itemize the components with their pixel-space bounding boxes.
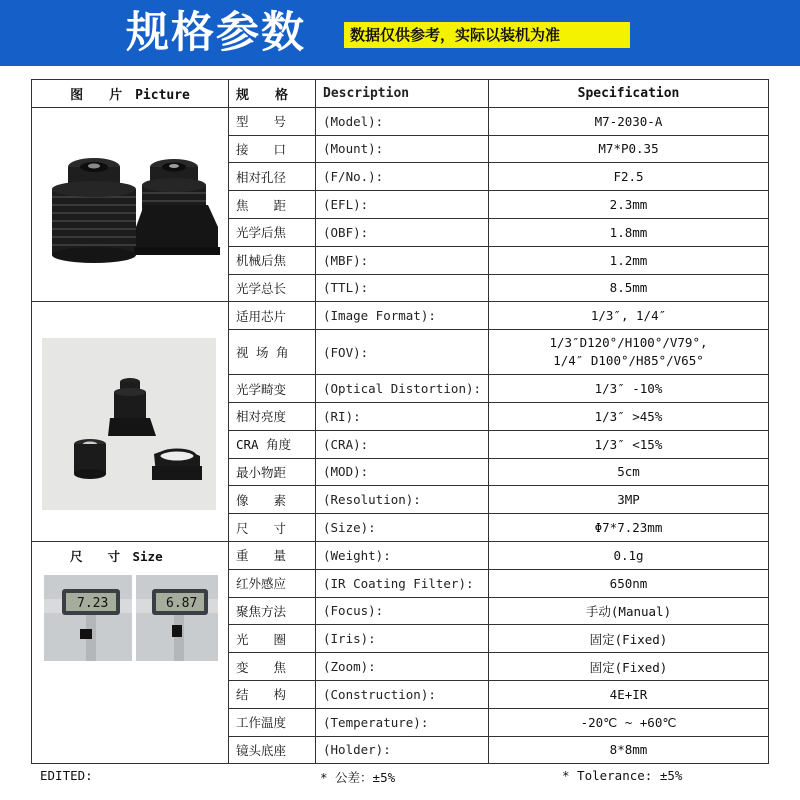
spec-value: 固定(Fixed): [489, 653, 769, 681]
spec-name: 最小物距: [229, 458, 316, 486]
spec-value: 1/3″ <15%: [489, 430, 769, 458]
spec-desc: (FOV):: [316, 330, 489, 375]
spec-name: 适用芯片: [229, 302, 316, 330]
spec-name: 接 口: [229, 135, 316, 163]
tolerance-cn: * 公差：±5%: [320, 770, 396, 785]
lens-product-image: [32, 109, 228, 301]
spec-name: 结 构: [229, 680, 316, 708]
spec-value: 0.1g: [489, 541, 769, 569]
spec-value: 手动(Manual): [489, 597, 769, 625]
spec-value: 5cm: [489, 458, 769, 486]
spec-desc: (Weight):: [316, 541, 489, 569]
spec-desc: (MOD):: [316, 458, 489, 486]
spec-value: F2.5: [489, 163, 769, 191]
spec-name: 机械后焦: [229, 246, 316, 274]
spec-desc: (F/No.):: [316, 163, 489, 191]
edited-label: EDITED:: [40, 768, 93, 783]
caliper-reading-right: 6.87: [166, 596, 198, 612]
lens-set-image: [32, 304, 228, 540]
spec-value-line2: 1/4″ D100°/H85°/V65°: [553, 353, 704, 369]
spec-value: 1/3″D120°/H100°/V79°,: [549, 335, 708, 351]
spec-desc: (Resolution):: [316, 486, 489, 514]
spec-name: 尺 寸: [229, 514, 316, 542]
spec-desc: (IR Coating Filter):: [316, 569, 489, 597]
spec-value-multiline: [489, 330, 769, 375]
spec-name: 焦 距: [229, 191, 316, 219]
header-specification: Specification: [489, 80, 769, 108]
spec-desc: (Temperature):: [316, 708, 489, 736]
spec-desc: (Mount):: [316, 135, 489, 163]
header-picture: 图 片 Picture: [32, 80, 229, 108]
spec-desc: (CRA):: [316, 430, 489, 458]
table-row: [32, 569, 769, 597]
spec-name: 视 场 角: [229, 330, 316, 375]
spec-desc: (Zoom):: [316, 653, 489, 681]
spec-desc: (Image Format):: [316, 302, 489, 330]
spec-value: -20℃ ~ +60℃: [489, 708, 769, 736]
spec-desc: (Size):: [316, 514, 489, 542]
spec-value: M7-2030-A: [489, 107, 769, 135]
spec-value: 1.2mm: [489, 246, 769, 274]
table-row: [32, 107, 769, 135]
spec-name: 镜头底座: [229, 736, 316, 764]
spec-table: [31, 79, 769, 764]
spec-name: CRA 角度: [229, 430, 316, 458]
size-label: 尺 寸 Size: [32, 541, 229, 569]
spec-value: Φ7*7.23mm: [489, 514, 769, 542]
table-header-row: [32, 80, 769, 108]
disclaimer-note: 数据仅供参考，实际以装机为准: [344, 22, 630, 48]
spec-name: 重 量: [229, 541, 316, 569]
spec-value: 3MP: [489, 486, 769, 514]
spec-value: 1/3″, 1/4″: [489, 302, 769, 330]
spec-name: 光 圈: [229, 625, 316, 653]
lens-holder-image: [134, 159, 220, 255]
caliper-left-image: [44, 575, 132, 661]
spec-name: 光学总长: [229, 274, 316, 302]
spec-name: 相对孔径: [229, 163, 316, 191]
spec-desc: (MBF):: [316, 246, 489, 274]
spec-desc: (Model):: [316, 107, 489, 135]
spec-name: 相对亮度: [229, 402, 316, 430]
spec-value: 1/3″ >45%: [489, 402, 769, 430]
spec-desc: (OBF):: [316, 218, 489, 246]
spec-value: 2.3mm: [489, 191, 769, 219]
spec-name: 聚焦方法: [229, 597, 316, 625]
loose-lens-image: [74, 439, 106, 479]
spec-desc: (RI):: [316, 402, 489, 430]
spec-value: 1/3″ -10%: [489, 375, 769, 403]
spec-desc: (Construction):: [316, 680, 489, 708]
spec-desc: (TTL):: [316, 274, 489, 302]
spec-value: 1.8mm: [489, 218, 769, 246]
caliper-image: [32, 569, 228, 759]
header-description: Description: [316, 80, 489, 108]
spec-name: 工作温度: [229, 708, 316, 736]
spec-desc: (Iris):: [316, 625, 489, 653]
table-row: [32, 302, 769, 330]
spec-name: 光学后焦: [229, 218, 316, 246]
spec-value: 650nm: [489, 569, 769, 597]
spec-name: 像 素: [229, 486, 316, 514]
caliper-photo-cell: [32, 569, 229, 764]
spec-value: 8*8mm: [489, 736, 769, 764]
spec-name: 光学畸变: [229, 375, 316, 403]
spec-name: 红外感应: [229, 569, 316, 597]
header-spec-cn: 规 格: [229, 80, 316, 108]
lens-set-photo-cell: [32, 302, 229, 542]
spec-desc: (EFL):: [316, 191, 489, 219]
spec-desc: (Optical Distortion):: [316, 375, 489, 403]
caliper-reading-left: 7.23: [77, 596, 109, 612]
table-row: [32, 541, 769, 569]
lens-barrel-image: [52, 158, 136, 263]
caliper-right-image: [136, 575, 218, 661]
spec-value: M7*P0.35: [489, 135, 769, 163]
spec-desc: (Holder):: [316, 736, 489, 764]
holder-image: [152, 449, 202, 480]
spec-desc: (Focus):: [316, 597, 489, 625]
page-title: 规格参数: [126, 8, 306, 58]
lens-photo-cell: [32, 107, 229, 302]
spec-value: 4E+IR: [489, 680, 769, 708]
spec-value: 8.5mm: [489, 274, 769, 302]
spec-value: 固定(Fixed): [489, 625, 769, 653]
title-banner: [0, 0, 800, 66]
spec-name: 变 焦: [229, 653, 316, 681]
tolerance-en: * Tolerance: ±5%: [562, 768, 683, 783]
spec-name: 型 号: [229, 107, 316, 135]
